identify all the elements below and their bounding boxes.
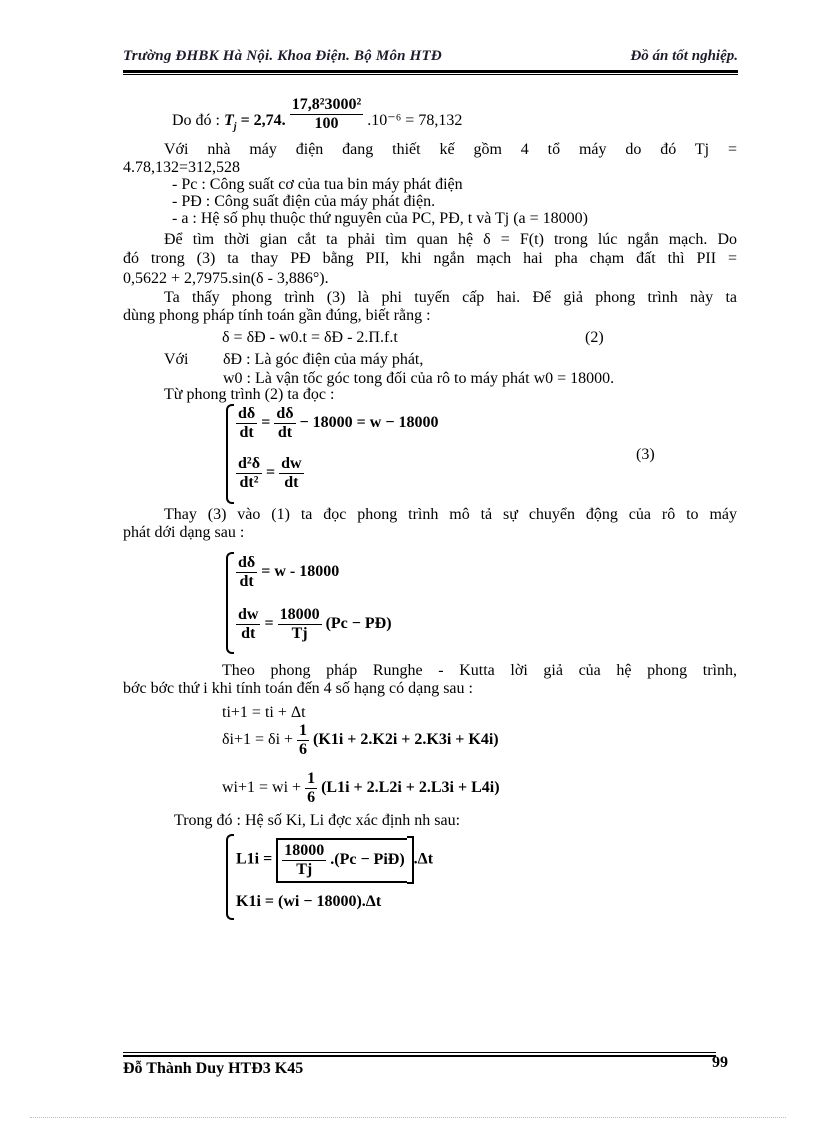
page-edge-dots: [30, 1117, 786, 1118]
para3-line1: Ta thấy phong trình (3) là phi tuyến cấp hai. Để giả phong trình này ta: [164, 289, 737, 306]
eq3-r2-num2: dw: [281, 455, 302, 472]
eq3-r1-frac2: [274, 405, 295, 442]
footer-rule: [123, 1055, 716, 1057]
l-row: [236, 836, 433, 884]
rk-delta-frac: [297, 722, 309, 759]
lk-brace: [226, 834, 234, 920]
sys-r2-tail: (Pc − PĐ): [325, 615, 392, 633]
eq3-r2-num1: d²δ: [238, 455, 260, 472]
tj-lhs: T: [224, 112, 234, 130]
l-den: Tj: [296, 860, 313, 878]
rk-w-lhs: wi+1 = wi +: [222, 779, 302, 797]
k-row: K1i = (wi − 18000).Δt: [236, 893, 382, 910]
page-number: 99: [712, 1054, 728, 1071]
sys-r2-den2: Tj: [291, 625, 308, 642]
rk-delta-num: 1: [299, 722, 308, 739]
sys-r2-frac2: [278, 606, 322, 643]
sys-r1-den: dt: [239, 573, 254, 590]
eq3-r2-den1: dt²: [239, 474, 259, 491]
para4-line2: phát dới dạng sau :: [123, 524, 245, 541]
para2-line2: đó trong (3) ta thay PĐ bằng PII, khi ngắn mạch hai pha chạm đất thì PII =: [123, 250, 737, 267]
rk-w-num: 1: [307, 770, 316, 787]
header-institution: Trường ĐHBK Hà Nội. Khoa Điện. Bộ Môn HTĐ: [123, 48, 442, 64]
rk-w: [222, 770, 500, 807]
eq3-r1-num1: dδ: [238, 405, 256, 422]
rk-w-tail: (L1i + 2.L2i + 2.L3i + L4i): [321, 779, 500, 797]
tu-line: Từ phong trình (2) ta đọc :: [164, 386, 335, 403]
l-tail: .(Pc − PiĐ): [330, 850, 405, 868]
sys-r2-num2: 18000: [279, 606, 320, 623]
eq3-r1-num2: dδ: [276, 405, 294, 422]
tj-equation: Do đó : $T_j = 2,74$. $\frac{\text{17,8²3000²}}{100}$ .10⁻⁶ = 78,132: [172, 96, 463, 133]
l-frac: [282, 842, 326, 879]
header-doc-type: Đồ án tốt nghiệp.: [630, 48, 738, 64]
footer-author: Đỗ Thành Duy HTĐ3 K45: [123, 1060, 304, 1077]
l-dt: .Δt: [413, 850, 434, 868]
header-rule-thin: [123, 74, 738, 75]
l-bracket-right: [407, 836, 414, 884]
sys-r2-den1: dt: [241, 625, 256, 642]
l-bracket: [276, 838, 406, 883]
voi-label: Với: [164, 351, 189, 368]
eq3-r1-frac1: [236, 405, 257, 442]
header-rule: [123, 70, 738, 73]
para5-line1: Theo phong pháp Runghe - Kutta lời giả của hệ phong trình,: [222, 662, 737, 679]
sys-r1-tail: = w - 18000: [261, 563, 340, 581]
l-lhs: L1i =: [236, 850, 273, 868]
sys-r2-num1: dw: [238, 606, 259, 623]
eq3-label: (3): [636, 446, 655, 463]
voi-def2: w0 : Là vận tốc góc tong đối của rô to máy phát w0 = 18000.: [223, 370, 615, 387]
rk-t: ti+1 = ti + Δt: [222, 704, 306, 721]
bullet-pd: - PĐ : Công suất điện của máy phát điện.: [172, 193, 436, 210]
tj-coef: = 2,74.: [240, 112, 286, 130]
tj-tail: .10⁻⁶ = 78,132: [367, 112, 463, 130]
tj-denominator: 100: [314, 115, 339, 132]
para5-line2: bớc bớc thứ i khi tính toán đến 4 số hạng có dạng sau :: [123, 680, 473, 697]
eq3-brace: [226, 404, 234, 504]
eq3-r2-frac1: [236, 455, 262, 492]
eq3-r2-frac2: [279, 455, 303, 492]
tj-prefix: Do đó :: [172, 112, 220, 130]
rk-w-den: 6: [307, 789, 316, 806]
tj-fraction: [290, 96, 364, 133]
eq3-row1: $\frac{d\delta}{dt}$ = $\frac{d\delta}{dt}$ − 18000 = w − 18000: [238, 405, 439, 441]
page-header: [123, 44, 738, 72]
rk-w-frac: [305, 770, 317, 807]
eq2-label: (2): [585, 329, 604, 346]
sys-r1-num: dδ: [238, 554, 256, 571]
rk-delta-lhs: δi+1 = δi +: [222, 731, 294, 749]
trong-do: Trong đó : Hệ số Ki, Li đợc xác định nh sau:: [174, 812, 461, 829]
para1-line2: 4.78,132=312,528: [123, 159, 241, 176]
para3-line2: dùng phong pháp tính toán gần đúng, biết rằng :: [123, 307, 431, 324]
voi-def1: δĐ : Là góc điện của máy phát,: [223, 351, 424, 368]
sys-r1-frac: [236, 554, 257, 591]
sys-row2: $\frac{dw}{dt}$ = $\frac{18000}{Tj}$ (Pc − PĐ): [238, 606, 392, 642]
para2-line3: 0,5622 + 2,7975.sin(δ - 3,886°).: [123, 270, 329, 287]
para4-line1: Thay (3) vào (1) ta đọc phong trình mô tả sự chuyển động của rô to máy: [164, 506, 737, 523]
eq3-r1-tail: − 18000 = w − 18000: [299, 414, 439, 432]
bullet-pc: - Pc : Công suất cơ của tua bin máy phát điện: [172, 176, 463, 193]
rk-delta-tail: (K1i + 2.K2i + 2.K3i + K4i): [313, 731, 499, 749]
sys-brace: [226, 552, 234, 654]
para1-line1: Với nhà máy điện đang thiết kế gồm 4 tổ máy do đó Tj =: [164, 141, 737, 158]
footer-rule-thin: [123, 1052, 716, 1053]
bullet-a: - a : Hệ số phụ thuộc thứ nguyên của PC, PĐ, t và Tj (a = 18000): [172, 210, 589, 227]
para2-line1: Để tìm thời gian cắt ta phải tìm quan hệ δ = F(t) trong lúc ngắn mạch. Do: [164, 231, 737, 248]
sys-row1: [236, 554, 339, 591]
tj-numerator: 17,8²3000²: [291, 96, 362, 113]
l-num: 18000: [284, 841, 325, 859]
rk-delta: [222, 722, 499, 759]
rk-delta-den: 6: [299, 741, 308, 758]
eq3-row2: $\frac{\text{d²δ}}{\text{dt²}}$ = $\frac{dw}{dt}$: [238, 455, 302, 491]
eq3-r2-den2: dt: [284, 474, 299, 491]
eq3-r1-den1: dt: [239, 424, 254, 441]
sys-r2-frac1: [236, 606, 260, 643]
eq2: δ = δĐ - w0.t = δĐ - 2.Π.f.t: [222, 329, 398, 346]
eq3-r1-den2: dt: [277, 424, 293, 441]
